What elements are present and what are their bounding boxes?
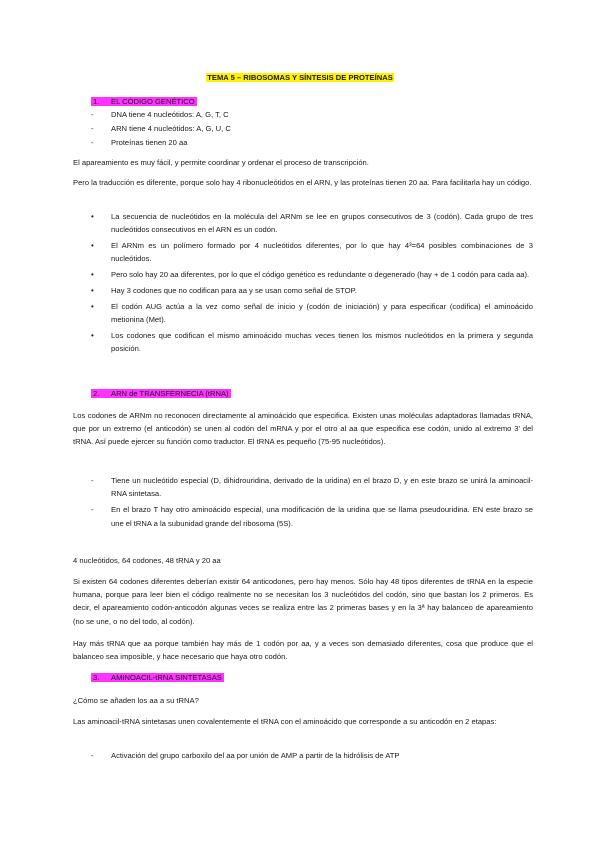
paragraph: Pero la traducción es diferente, porque solo hay 4 ribonucleótidos en el ARN, y las proteínas tienen 20 aa. Para facilitarla hay un código. xyxy=(73,178,532,187)
bullet-item: • El codón AUG actúa a la vez como señal de inicio y (codón de iniciación) y para especificar (codifica) el aminoácido metionina (Met). xyxy=(73,300,533,326)
section-2-heading xyxy=(91,389,231,399)
section-1-heading xyxy=(91,97,197,107)
bullet-item: • La secuencia de nucleótidos en la molécula del ARNm se lee en grupos consecutivos de 3 (codón). Cada grupo de tres nucleótidos consecutivos en el ARN es un codón. xyxy=(73,210,533,236)
page-title xyxy=(0,73,600,83)
paragraph: 4 nucleótidos, 64 codones, 48 tRNA y 20 aa xyxy=(73,556,221,565)
list-item: - En el brazo T hay otro aminoácido especial, una modificación de la uridina que se llama pseudouridina. EN este brazo se une el tRNA a la subunidad grande del ribosoma (5S). xyxy=(73,503,533,529)
section-3-number: 3. xyxy=(93,673,100,682)
list-item: - Activación del grupo carboxilo del aa por unión de AMP a partir de la hidrólisis de ATP xyxy=(73,749,533,762)
paragraph: El apareamiento es muy fácil, y permite coordinar y ordenar el proceso de transcripción. xyxy=(73,158,369,167)
section-1-dash-list xyxy=(73,108,533,151)
section-1-title: EL CÓDIGO GENÉTICO xyxy=(111,97,195,106)
section-3-title: AMINOACIL-tRNA SINTETASAS xyxy=(111,673,222,682)
section-2-number: 2. xyxy=(93,389,100,398)
paragraph: Los codones de ARNm no reconocen directamente al aminoácido que especifica. Existen unas moléculas adaptadoras llamadas tRNA, que por un extremo (el anticodón) se unen al codón del mRNA y por el otro al aa que especifica ese codón, unido al extremo 3' del tRNA. Así puede ejercer su función como traductor. El tRNA es pequeño (75-95 nucleótidos). xyxy=(73,411,533,447)
list-item: - Tiene un nucleótido especial (D, dihidrouridina, derivado de la uridina) en el brazo D, y en este brazo se unirá la aminoacil-RNA sintetasa. xyxy=(73,474,533,500)
question: ¿Cómo se añaden los aa a su tRNA? xyxy=(73,696,199,705)
page-title-text: TEMA 5 – RIBOSOMAS Y SÍNTESIS DE PROTEÍNAS xyxy=(207,73,393,82)
list-item: - DNA tiene 4 nucleótidos: A, G, T, C xyxy=(73,108,533,121)
section-2-dash-list xyxy=(73,474,533,531)
list-item: - Proteínas tienen 20 aa xyxy=(73,136,533,149)
section-2-title: ARN de TRANSFERNECIA (tRNA) xyxy=(111,389,229,398)
paragraph: Las aminoacil-tRNA sintetasas unen covalentemente el tRNA con el aminoácido que corresponde a su anticodón en 2 etapas: xyxy=(73,717,497,726)
bullet-item: • Pero solo hay 20 aa diferentes, por lo que el código genético es redundante o degenerado (hay + de 1 codón para cada aa). xyxy=(73,268,533,281)
section-3-dash-list xyxy=(73,749,533,763)
section-3-heading xyxy=(91,673,224,683)
list-item: - ARN tiene 4 nucleótidos: A, G, U, C xyxy=(73,122,533,135)
section-1-number: 1. xyxy=(93,97,100,106)
section-1-bullet-list xyxy=(73,210,533,358)
paragraph: Hay más tRNA que aa porque también hay más de 1 codón por aa, y a veces son demasiado diferentes, cosa que produce que el balanceo sea imposible, y hace necesario que haya otro codón. xyxy=(73,639,533,662)
bullet-item: • Hay 3 codones que no codifican para aa y se usan como señal de STOP. xyxy=(73,284,533,297)
bullet-item: • El ARNm es un polímero formado por 4 nucleótidos diferentes, por lo que hay 4³=64 posibles combinaciones de 3 nucleótidos. xyxy=(73,239,533,265)
paragraph: Si existen 64 codones diferentes deberían existir 64 anticodones, pero hay menos. Sólo hay 48 tipos diferentes de tRNA en la especie humana, porque para leer bien el código realmente no se necesitan los 3 nucleótidos del codón, sino que bastan los 2 primeros. Es decir, el apareamiento codón-anticodón algunas veces se realiza entre las 2 primeras bases y en la 3ª hay balanceo de apareamiento (no se une, o no del todo, al codón). xyxy=(73,577,533,626)
bullet-item: • Los codones que codifican el mismo aminoácido muchas veces tienen los mismos nucleótidos en la primera y segunda posición. xyxy=(73,329,533,355)
